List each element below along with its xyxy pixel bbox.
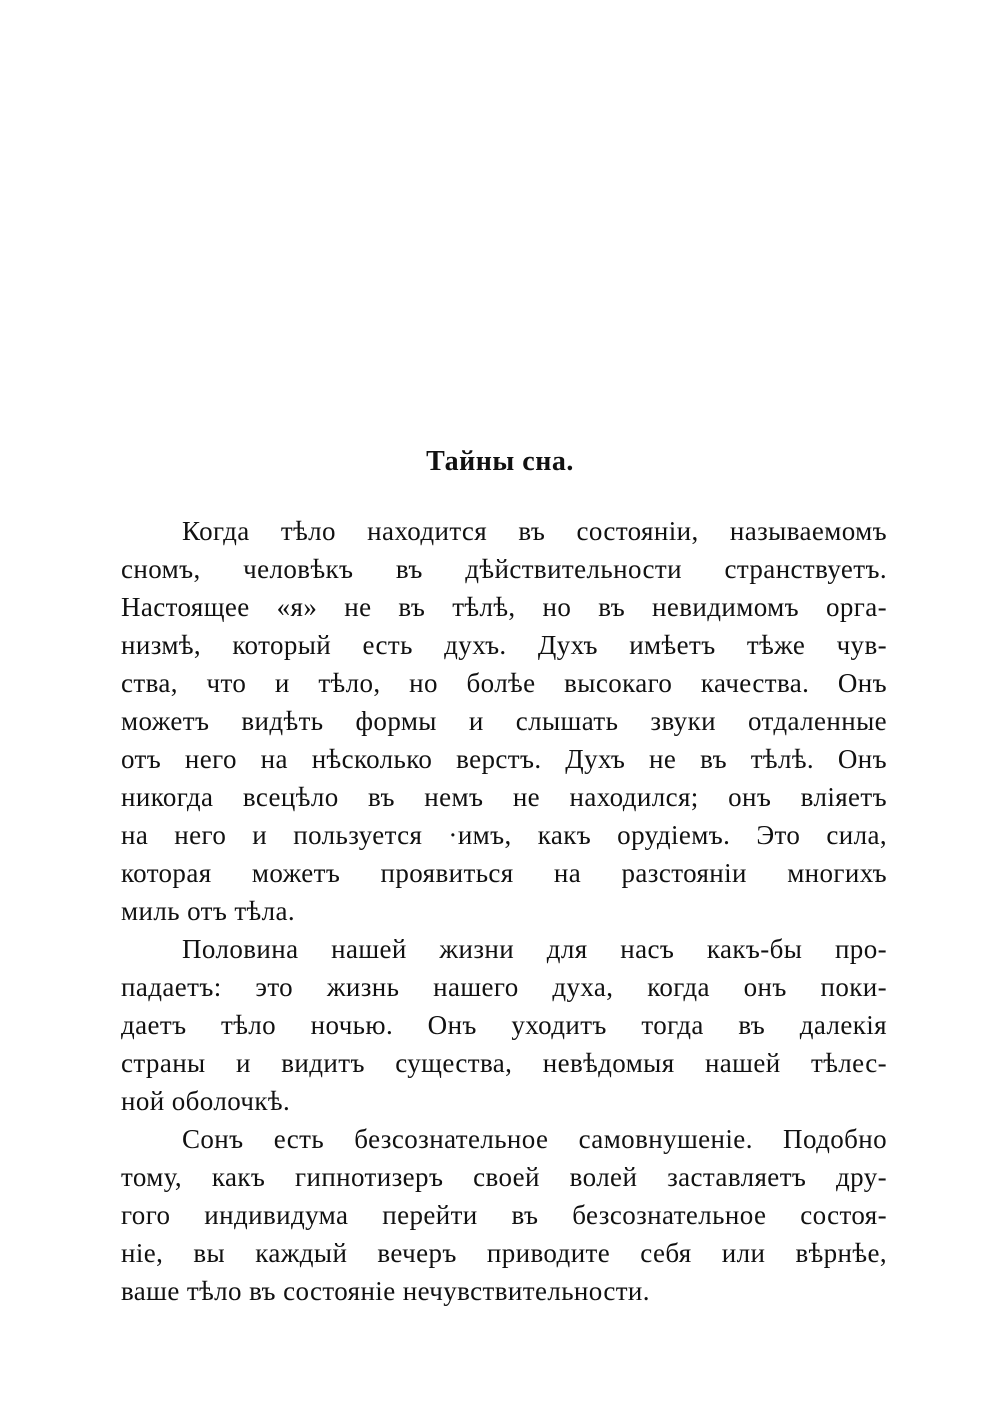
text-line: можетъ видѣть формы и слышать звуки отдаленные xyxy=(121,706,887,736)
text-line: Настоящее «я» не въ тѣлѣ, но въ невидимомъ орга- xyxy=(121,592,887,622)
text-line: ства, что и тѣло, но болѣе высокаго качества. Онъ xyxy=(121,668,887,698)
text-line: страны и видитъ существа, невѣдомыя нашей тѣлес- xyxy=(121,1048,887,1078)
text-line: Сонъ есть безсознательное самовнушеніе. Подобно xyxy=(182,1124,887,1154)
text-line: низмѣ, который есть духъ. Духъ имѣетъ тѣже чув- xyxy=(121,630,887,660)
text-line: никогда всецѣло въ немъ не находился; онъ вліяетъ xyxy=(121,782,887,812)
text-line: сномъ, человѣкъ въ дѣйствительности странствуетъ. xyxy=(121,554,887,584)
text-line: гого индивидума перейти въ безсознательное состоя- xyxy=(121,1200,887,1230)
text-line: ной оболочкѣ. xyxy=(121,1086,291,1116)
chapter-title: Тайны сна. xyxy=(426,446,574,477)
text-line: на него и пользуется ·имъ, какъ орудіемъ. Это сила, xyxy=(121,820,887,850)
text-line: Когда тѣло находится въ состояніи, называемомъ xyxy=(182,516,887,546)
text-line: Половина нашей жизни для насъ какъ-бы про- xyxy=(182,934,887,964)
text-line: тому, какъ гипнотизеръ своей волей заставляетъ дру- xyxy=(121,1162,887,1192)
text-line: отъ него на нѣсколько верстъ. Духъ не въ тѣлѣ. Онъ xyxy=(121,744,887,774)
text-line: даетъ тѣло ночью. Онъ уходитъ тогда въ далекія xyxy=(121,1010,887,1040)
text-line: падаетъ: это жизнь нашего духа, когда онъ поки- xyxy=(121,972,887,1002)
text-line: которая можетъ проявиться на разстояніи многихъ xyxy=(121,858,887,888)
text-line: ваше тѣло въ состояніе нечувствительности. xyxy=(121,1276,650,1306)
text-line: ніе, вы каждый вечеръ приводите себя или вѣрнѣе, xyxy=(121,1238,887,1268)
text-line: миль отъ тѣла. xyxy=(121,896,295,926)
